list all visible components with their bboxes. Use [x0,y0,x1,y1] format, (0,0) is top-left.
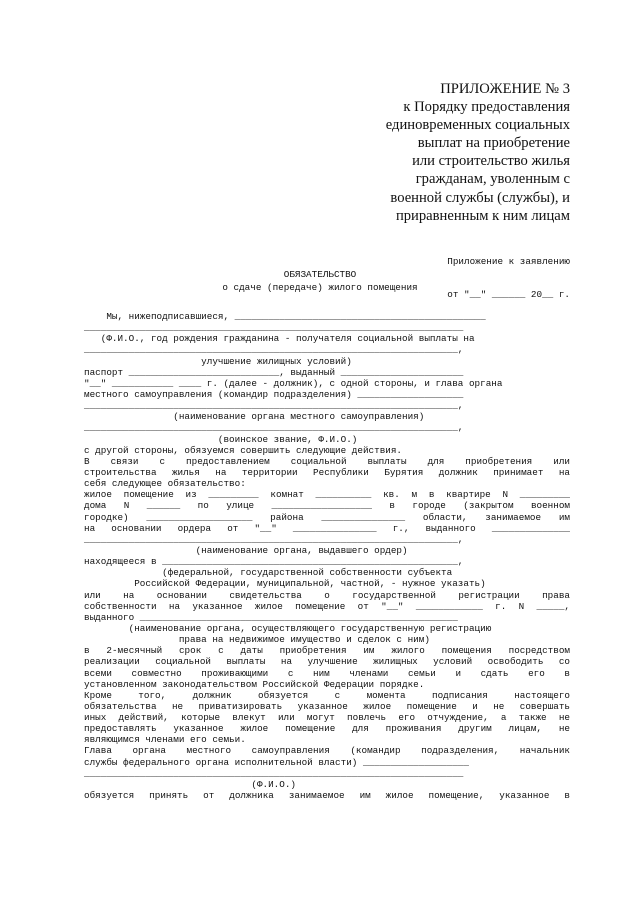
body-line: городке) ___________________ района _______________ области, занимаемое им [84,511,570,523]
body-line: В связи с предоставлением социальной выплаты для приобретения или [84,455,570,467]
application-reference-date: от "__" ______ 20__ г. [447,289,570,301]
body-line: являющимся членами его семьи. [84,734,246,746]
appendix-header-line: к Порядку предоставления [403,99,570,116]
body-line: всеми совместно проживающими с ним членами семьи и сдать его в [84,667,570,679]
body-line: строительства жилья на территории Республики Бурятия должник принимает на [84,466,570,478]
body-line: дома N ______ по улице __________________ в городе (закрытом военном [84,500,570,512]
appendix-header-line: единовременных социальных [385,117,570,134]
body-line: реализации социальной выплаты на улучшение жилищных условий освободить со [84,656,570,668]
body-line: ___________________________________________________________________, [84,400,464,412]
body-line: права на недвижимое имущество и сделок с ним) [84,634,430,646]
document-subtitle: о сдаче (передаче) жилого помещения [222,282,418,293]
document-title: ОБЯЗАТЕЛЬСТВО [283,269,357,280]
body-line: выданного _________________________________________________________ [84,611,458,623]
appendix-header [310,80,570,225]
body-line: улучшение жилищных условий) [84,355,352,367]
appendix-header-line: ПРИЛОЖЕНИЕ № 3 [440,81,570,97]
body-line: службы федерального органа исполнительной власти) ___________________ [84,756,469,768]
body-line: или на основании свидетельства о государственной регистрации права [84,589,570,601]
application-reference-line: Приложение к заявлению [447,256,570,268]
body-line: паспорт ___________________________, выданный ______________________ [84,366,464,378]
body-line: ___________________________________________________________________, [84,533,464,545]
body-line: (воинское звание, Ф.И.О.) [84,433,358,445]
body-line: (Ф.И.О.) [84,778,297,790]
body-line: иных действий, которые влекут или могут повлечь его отчуждение, а также не [84,712,570,724]
body-line: себя следующее обязательство: [84,478,246,490]
appendix-header-line: выплат на приобретение [417,135,570,152]
body-line: "__" ___________ ____ г. (далее - должник), с одной стороны, и глава органа [84,377,503,389]
appendix-header-line: или строительство жилья [412,153,570,170]
body-line: предоставлять указанное жилое помещение для проживания другим лицам, не [84,723,570,735]
body-line: ____________________________________________________________________ [84,767,464,779]
body-line: ____________________________________________________________________ [84,322,464,334]
body-line: находящееся в _____________________________________________________, [84,556,464,568]
body-line: установленном законодательством Российской Федерации порядке. [84,678,425,690]
body-line: Российской Федерации, муниципальной, частной, - нужное указать) [84,578,486,590]
body-line: (наименование органа, выдавшего ордер) [84,544,408,556]
body-line: Кроме того, должник обязуется с момента подписания настоящего [84,689,570,701]
body-line: в 2-месячный срок с даты приобретения им жилого помещения посредством [84,645,570,657]
body-line: ___________________________________________________________________, [84,422,464,434]
body-line: (Ф.И.О., год рождения гражданина - получателя социальной выплаты на [84,333,475,345]
body-line: Мы, нижеподписавшиеся, _____________________________________________ [84,311,486,322]
document-body [84,311,570,801]
appendix-header-line: военной службы (службы), и [390,189,570,206]
body-line: жилое помещение из _________ комнат __________ кв. м в квартире N _________ [84,489,570,501]
body-line: местного самоуправления (командир подразделения) ___________________ [84,388,464,400]
body-line: (наименование органа, осуществляющего государственную регистрацию [84,622,492,634]
body-line: обязательства не приватизировать указанное жилое помещение и не совершать [84,700,570,712]
body-line: собственности на указанное жилое помещение от "__" ____________ г. N _____, [84,600,570,612]
body-line: ___________________________________________________________________, [84,344,464,356]
body-line: Глава органа местного самоуправления (командир подразделения, начальник [84,745,570,757]
appendix-header-line: приравненным к ним лицам [395,207,570,224]
body-line: (наименование органа местного самоуправления) [84,411,425,423]
appendix-header-line: гражданам, уволенным с [415,171,570,188]
body-line: (федеральной, государственной собственности субъекта [84,567,453,579]
body-line: обязуется принять от должника занимаемое им жилое помещение, указанное в [84,790,570,802]
body-line: с другой стороны, обязуемся совершить следующие действия. [84,444,403,456]
body-line: на основании ордера от "__" _______________ г., выданного ______________ [84,522,570,534]
